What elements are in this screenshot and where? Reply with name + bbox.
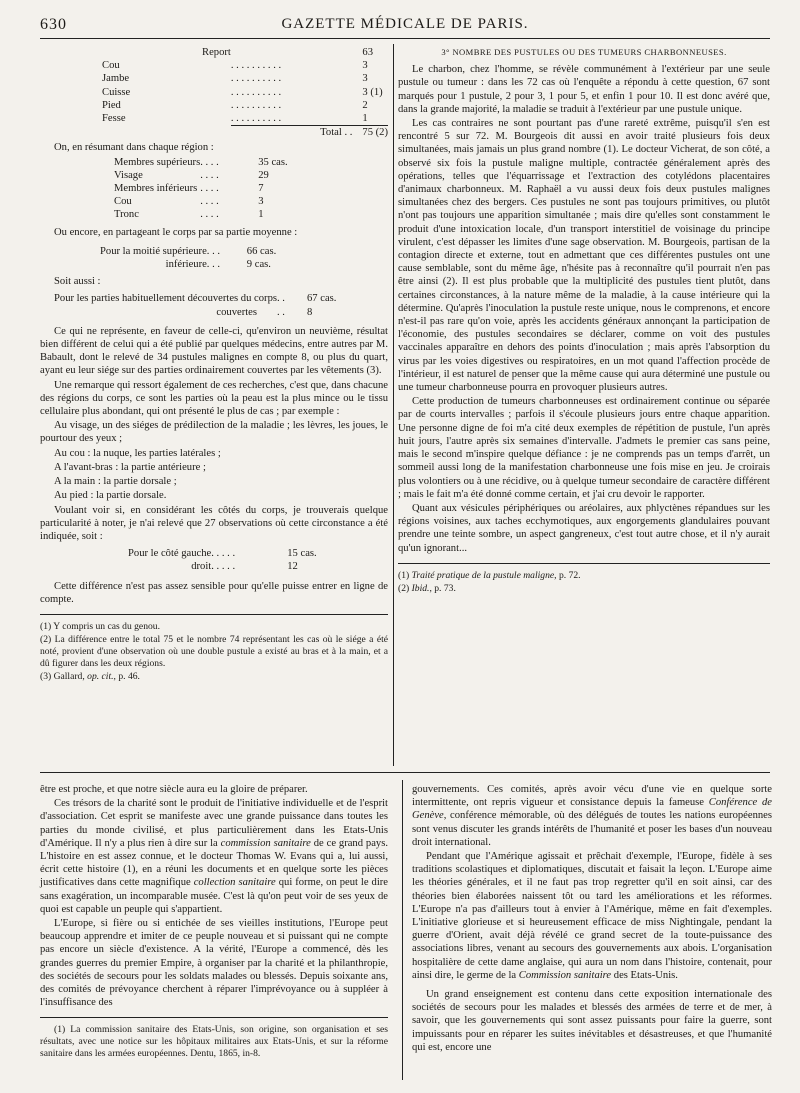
table-row: droit . . . . . 12: [191, 561, 298, 573]
table-row: Fesse . . . . . . . . . . 1: [102, 113, 368, 125]
footnote: (1) Y compris un cas du genou.: [40, 620, 160, 632]
page-header: [40, 16, 770, 39]
paragraph: Un grand enseignement est contenu dans cette exposition internationale des sociétés de secours pour les malades et blessés des armées de terre et de mer, à savoir, que les gouvernements qui sont assez puissants pour faire la guerre, sont impuissants pour en réparer les suites inévitables et désastreuses, et que l'humanité qui est, encore une: [412, 989, 772, 1053]
section-heading: 3° NOMBRE DES PUSTULES OU DES TUMEURS CHARBONNEUSES.: [441, 47, 727, 57]
table-row: Tronc . . . . 1: [114, 209, 264, 221]
paragraph: gouvernements. Ces comités, après avoir vécu d'une vie en quelque sorte intermittente, ont repris vigueur et consistance depuis la fameuse Conférence de Genève, conférence mémorable, où des délégués de toutes les nations européennes sont venus discuter les grands intérêts de l'humanité et poser les bases d'un nouveau droit international.: [412, 784, 773, 848]
bottom-left-column: [40, 783, 388, 1061]
table-covered: [54, 292, 336, 318]
paragraph: A la main : la partie dorsale ;: [54, 476, 177, 488]
journal-title: GAZETTE MÉDICALE DE PARIS.: [281, 16, 529, 32]
paragraph: Au pied : la partie dorsale.: [54, 490, 167, 502]
paragraph: Cette production de tumeurs charbonneuses est ordinairement continue ou séparée par de courts intervalles ; parfois il s'écoule plusieurs jours entre chaque apparition. Une personne digne de foi m'a cité deux exemples de répétition de pustule, l'un après huit jours, l'autre après six semaines d'intervalle. J'admets le premier cas sans peine, mais le second m'inspire quelque défiance : je ne comprends pas un temps d'arrêt, un sommeil aussi long de la manifestation charbonneuse une fois mise en jeu. Je croirais plus volontiers ou à une récidive, ou à quelque tumeur secondaire de caractère différent ; mais le fait m'a été donné comme certain, et j'ai cru devoir le rapporter.: [398, 396, 770, 500]
paragraph: Voulant voir si, en considérant les côtés du corps, je trouverais quelque particularité à noter, je n'ai relevé que 27 observations où cette circonstance a été indiquée, soit :: [40, 504, 388, 542]
paragraph: Cette différence n'est pas assez sensible pour qu'elle puisse entrer en ligne de compte.: [40, 580, 388, 605]
footnote: (2) Ibid., p. 73.: [398, 582, 456, 594]
table-regions-summary: [114, 156, 288, 222]
table-row: Pour les parties habituellement découvertes du corps . . 67 cas.: [54, 293, 337, 305]
paragraph: être est proche, et que notre siècle aura eu la gloire de préparer.: [40, 784, 308, 795]
table-row: Pour le côté gauche . . . . . 15 cas.: [128, 548, 317, 560]
column-divider-bottom: [402, 780, 403, 1080]
paragraph: A l'avant-bras : la partie antérieure ;: [54, 461, 206, 473]
footnote: (1) La commission sanitaire des Etats-Unis, son origine, son organisation et ses résultats, avec une notice sur les hôpitaux militaires aux Etats-Unis, et sur la réforme sanitaire dans les armées européennes. Dentu, 1865, in-8.: [40, 1024, 388, 1060]
table-row: inférieure . . . 9 cas.: [165, 259, 271, 271]
table-row: Cuisse . . . . . . . . . . 3 (1): [102, 86, 383, 98]
paragraph: Le charbon, chez l'homme, se révèle communément à l'extérieur par une seule pustule ou tumeur : dans les 72 cas où l'enquête a répondu à cette question, 67 sont marqués pour 1 pustule, 2 pour 3, 1 pour 5, et enfin 1 pour 10. Il est donc avéré que, dans la grande majorité, la maladie se traduit à l'extérieur par une pustule unique.: [398, 64, 770, 115]
table-row: Report 63: [202, 47, 373, 58]
paragraph: Ou encore, en partageant le corps par sa partie moyenne :: [54, 226, 298, 238]
table-half: [100, 245, 276, 271]
table-row: Visage . . . . 29: [114, 169, 269, 181]
bottom-right-column: [412, 783, 772, 1055]
table-row: Membres inférieurs . . . . 7: [114, 183, 264, 195]
footnotes: [398, 563, 770, 595]
table-row: Jambe . . . . . . . . . . 3: [102, 73, 368, 85]
footnotes: [40, 614, 388, 683]
paragraph: On, en résumant dans chaque région :: [54, 142, 214, 154]
column-divider-top: [393, 44, 394, 766]
paragraph: Au cou : la nuque, les parties latérales ;: [54, 447, 221, 459]
paragraph: Ces trésors de la charité sont le produit de l'initiative individuelle et de l'esprit d'association. Cet esprit se manifeste avec une grande puissance dans toutes les parties du monde civilisé, et plus particulièrement dans les Etats-Unis d'Amérique. Il n'y a plus rien à dire sur la commission sanitaire de ce grand pays. L'histoire en est assez connue, et le docteur Thomas W. Evans qui a, lui aussi, écrit cette histoire (1), en a réuni les documents et en quelque sorte les pièces justificatives dans cette magnifique collection sanitaire qui forme, on peut le dire sans exagération, un incomparable musée. C'est là qu'on peut voir de ses yeux de quoi est capable un peuple qui s'appartient.: [40, 798, 389, 915]
right-column: [398, 46, 770, 596]
table-row: Cou . . . . . . . . . . 3: [102, 60, 368, 72]
section-divider: [40, 772, 770, 773]
paragraph: Les cas contraires ne sont pourtant pas d'une rareté extrême, puisqu'il s'en est rencontré 5 sur 72. M. Bourgeois dit aussi en avoir traité plusieurs fois deux simultanées, mais jamais un plus grand nombre (1). Le docteur Vicherat, de son côté, a observé six fois la pustule maligne multiple, contractée généralement après des opérations, telles que l'équarrissage et l'extraction des cotylédons placentaires d'animaux charbonneux. M. Raphaël a vu aussi deux fois deux pustules malignes simultanées chez des bergers. Ces pustules ne sont pas toujours primitives, ou plutôt n'ont pas toujours une apparition simultanée ; mais dire qu'elles sont constamment le produit d'une intoxication locale, d'un transport interstitiel de voisinage du principe virulent, c'est dépasser les limites d'une sage observation. M. Bourgeois, partisan de la contagion directe et externe, tout en admettant que ces différentes pustules ont une cause semblable, sont du même âge, n'hésite pas à reconnaître qu'il pourrait n'en pas être ainsi (2). Il est plus probable que la multiplicité des pustules tient plutôt, dans certaines circonstances, à la nature même de la maladie, à la cause intérieure qui la détermine. Qu'après l'inoculation la pustule reste unique, nous le comprenons, et encore n'est-il pas rare qu'on voie, après les accidents généraux annonçant la participation de l'économie, des pustules secondaires se déclarer, comme on voit des pustules vaccinales apparaître en dehors des points d'inoculation ; mais après l'absorption du virus par les voies digestives ou respiratoires, en un mot quand l'affection procède de l'intérieur, il est naturel de penser que la même cause qui aura déterminé une pustule ou une tumeur charbonneuse pourra en provoquer plusieurs autres.: [398, 118, 770, 394]
paragraph: L'Europe, si fière ou si entichée de ses vieilles institutions, l'Europe peut beaucoup apprendre et imiter de ce peuple nouveau et si puissant qui ne compte pas encore un siècle d'existence. A la vérité, l'Europe a commencé, dès les grandes guerres du premier Empire, à organiser par la charité et la philanthropie, des sociétés de secours pour les soldats malades ou blessés. Depuis soixante ans, des comités de prévoyance cherchent à réparer l'imprévoyance ou à suppléer à l'insuffisance des: [40, 918, 388, 1009]
left-column: [40, 46, 388, 684]
paragraph: Ce qui ne représente, en faveur de celle-ci, qu'environ un neuvième, résultat bien différent de celui qui a été publié par quelques médecins, entre autres par M. Babault, dont le relevé de 34 pustules malignes en compte 8, ou plus du quart, ayant eu leur siége sur des parties ordinairement couvertes par les vêtements (3).: [40, 325, 388, 377]
paragraph: Soit aussi :: [54, 276, 101, 288]
table-sides: [128, 547, 317, 573]
paragraph: Pendant que l'Amérique agissait et prêchait d'exemple, l'Europe, fidèle à ses traditions scolastiques et diplomatiques, discutait et faisait la leçon. L'Europe aime les théories générales, et il ne faut pas trop regretter qu'il en soit ainsi, car des théories bien élaborées naissent tôt ou tard les améliorations et les réformes. L'Europe n'a pas d'ailleurs tout à envier à l'Amérique, même en fait d'exemples. L'initiative glorieuse et si heureusement efficace de miss Nightingale, pendant la guerre d'Orient, avait déjà révélé ce grand secret de la toute-puissance des associations libres, venant au secours des gouvernements aux abois. L'organisation hospitalière de cette dame anglaise, qui aura un nom dans l'histoire, contenait, pour ainsi dire, le germe de la Commission sanitaire des Etats-Unis.: [412, 851, 772, 981]
footnote: (3) Gallard, op. cit., p. 46.: [40, 670, 140, 682]
table-row: Pour la moitié supérieure . . . 66 cas.: [100, 245, 277, 257]
paragraph: Quant aux vésicules périphériques ou aréolaires, aux phlyctènes répandues sur les régions voisines, aux taches ecchymotiques, aux engorgements glandulaires pouvant prendre une teinte sombre, un aspect gangreneux, c'est tout autre chose, et il n'y aurait qu'un ignorant...: [398, 502, 770, 554]
table-row: Membres supérieurs . . . . 35 cas.: [114, 156, 288, 168]
footnotes: [40, 1017, 388, 1060]
table-regions-detail: [102, 46, 388, 139]
paragraph: Au visage, un des siéges de prédilection de la maladie ; les lèvres, les joues, le pourtour des yeux ;: [40, 420, 388, 445]
page-number: 630: [40, 16, 67, 33]
table-row: couvertes . . 8: [216, 306, 313, 318]
paragraph: Une remarque qui ressort également de ces recherches, c'est que, dans chacune des régions du corps, ce sont les parties où la peau est la plus mince ou le tissu cellulaire plus abondant, qui ont présenté le plus de cas ; par exemple :: [40, 379, 388, 418]
table-row: Cou . . . . 3: [114, 196, 264, 208]
table-row: Pied . . . . . . . . . . 2: [102, 99, 368, 111]
footnote: (2) La différence entre le total 75 et le nombre 74 représentant les cas où le siége a été noté, provient d'une observation où une double pustule a existé au bras et à la main, et a dû figurer dans les deux régions.: [40, 633, 388, 669]
footnote: (1) Traité pratique de la pustule maligne, p. 72.: [398, 569, 581, 581]
table-row: Total . . 75 (2): [102, 126, 388, 140]
